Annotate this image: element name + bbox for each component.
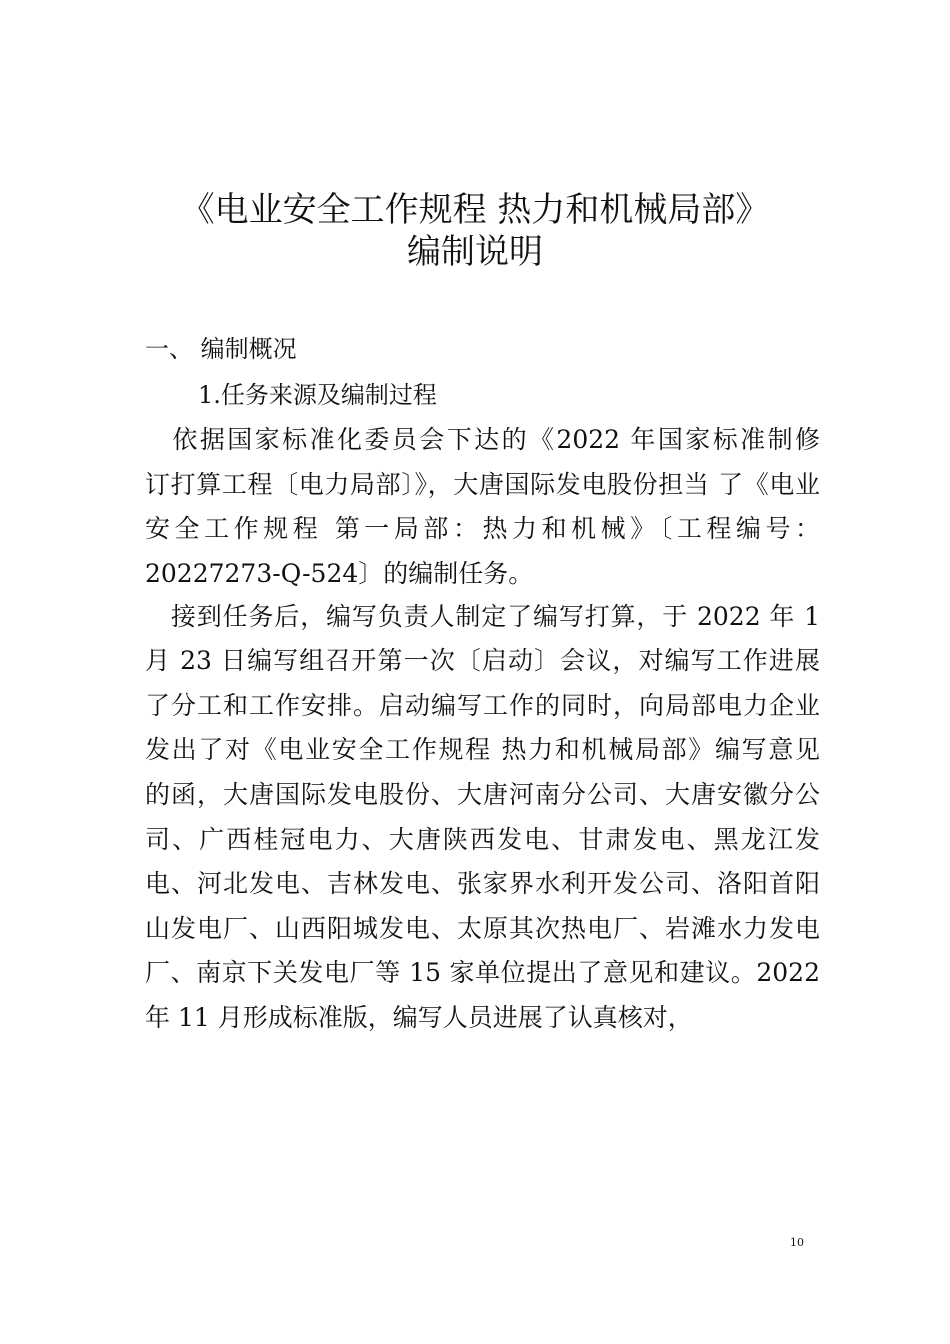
paragraph-line: 的函，大唐国际发电股份、大唐河南分公司、大唐安徽分公 — [145, 780, 820, 809]
paragraph-line: 安全工作规程 第一局部：热力和机械》〔工程编号： — [145, 514, 820, 543]
paragraph-line: 司、广西桂冠电力、大唐陕西发电、甘肃发电、黑龙江发 — [145, 825, 820, 854]
paragraph-line: 山发电厂、山西阳城发电、太原其次热电厂、岩滩水力发电 — [145, 914, 820, 943]
subsection-heading: 1.任务来源及编制过程 — [198, 381, 437, 409]
paragraph-line: 年 11 月形成标准版，编写人员进展了认真核对， — [145, 1003, 693, 1032]
section-heading: 一、 编制概况 — [145, 335, 297, 363]
paragraph-line: 订打算工程〔电力局部〕》，大唐国际发电股份担当 了《电业 — [145, 470, 820, 499]
document-subtitle: 编制说明 — [407, 232, 543, 272]
paragraph-line: 了分工和工作安排。启动编写工作的同时，向局部电力企业 — [145, 691, 820, 720]
paragraph-line: 月 23 日编写组召开第一次〔启动〕会议，对编写工作进展 — [145, 646, 820, 675]
paragraph-line: 20227273-Q-524〕的编制任务。 — [145, 559, 534, 588]
document-title: 《电业安全工作规程 热力和机械局部》 — [180, 190, 770, 230]
paragraph-line: 接到任务后，编写负责人制定了编写打算，于 2022 年 1 — [145, 602, 820, 631]
paragraph-line: 依据国家标准化委员会下达的《2022 年国家标准制修 — [145, 425, 820, 454]
paragraph-line: 发出了对《电业安全工作规程 热力和机械局部》编写意见 — [145, 735, 820, 764]
paragraph-line: 电、河北发电、吉林发电、张家界水利开发公司、洛阳首阳 — [145, 869, 820, 898]
paragraph-line: 厂、南京下关发电厂等 15 家单位提出了意见和建议。2022 — [145, 958, 820, 987]
page-number: 10 — [790, 1236, 804, 1249]
